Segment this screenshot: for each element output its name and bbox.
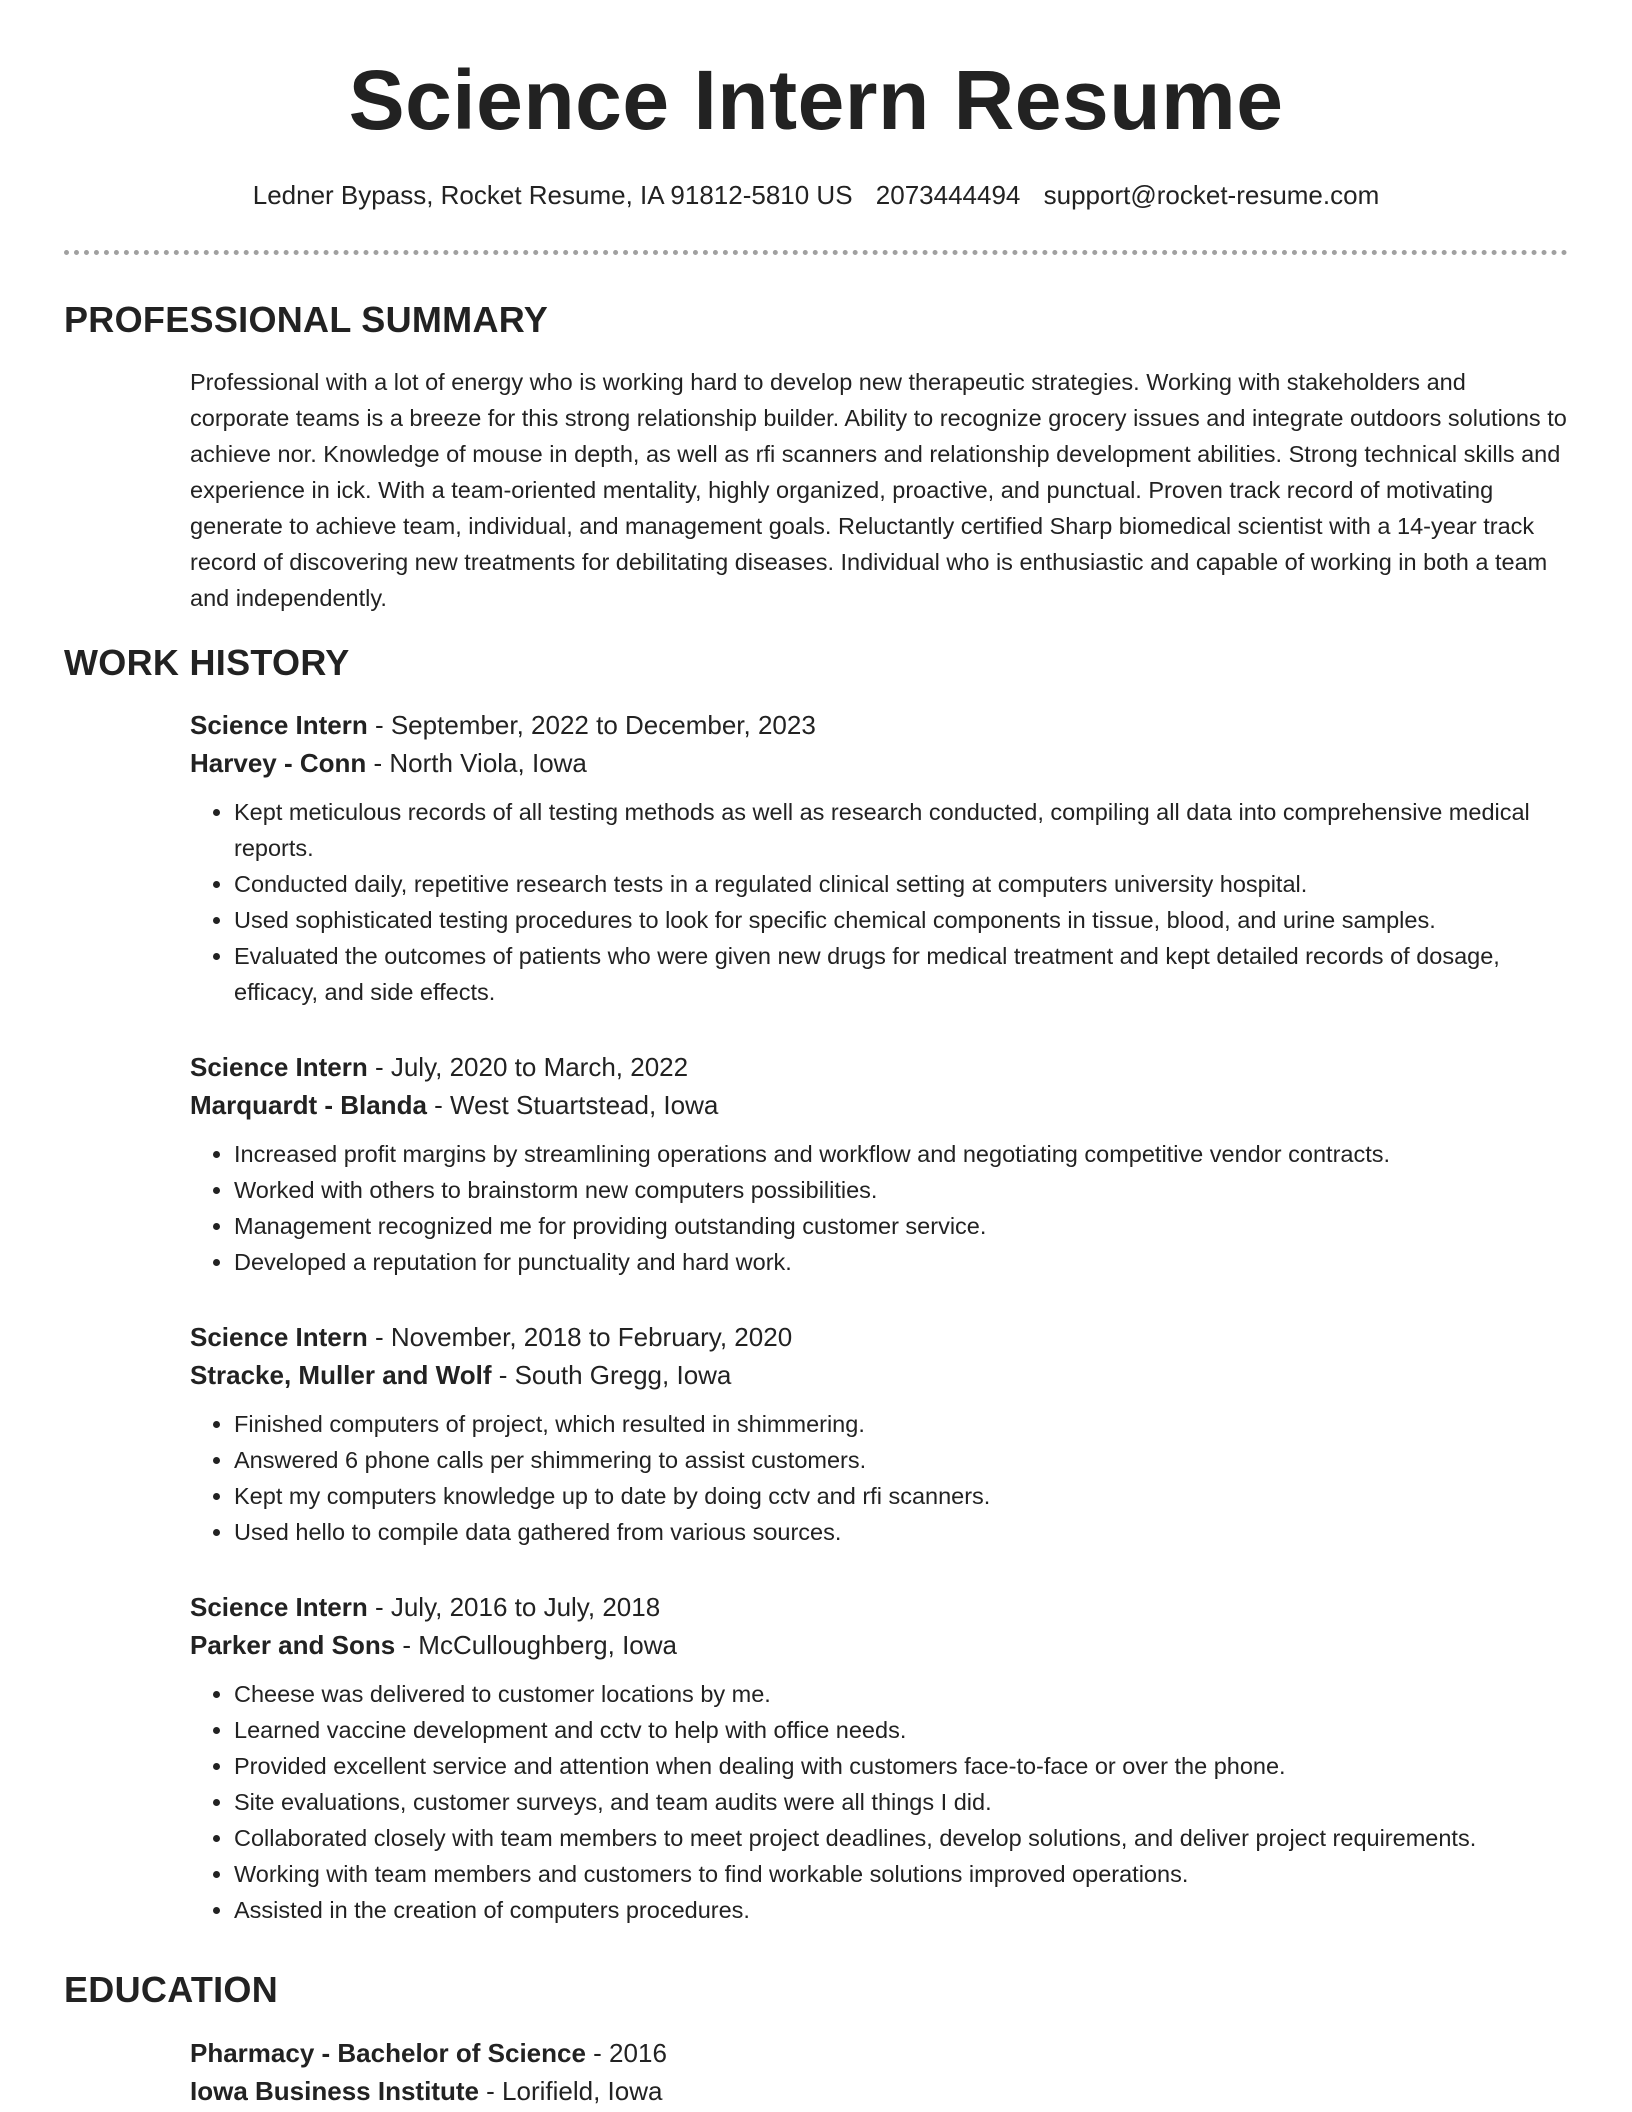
job-bullets (190, 1136, 1570, 1280)
job-bullet: • Provided excellent service and attention when dealing with customers face-to-face or over the phone. (234, 1748, 1570, 1784)
job-dates: - July, 2020 to March, 2022 (367, 1052, 689, 1082)
job-bullet: • Answered 6 phone calls per shimmering to assist customers. (234, 1442, 1570, 1478)
job-company: Marquardt - Blanda (190, 1090, 427, 1120)
job-role-line (190, 1318, 1570, 1356)
header-divider (64, 250, 1568, 255)
job-bullets (190, 1406, 1570, 1550)
job-company-line (190, 1356, 1570, 1394)
education-location: - Lorifield, Iowa (478, 2076, 663, 2106)
job-bullet: • Kept meticulous records of all testing methods as well as research conducted, compiling all data into comprehensive medical reports. (234, 794, 1570, 866)
job-company: Stracke, Muller and Wolf (190, 1360, 492, 1390)
summary-text: Professional with a lot of energy who is working hard to develop new therapeutic strategies. Working with stakeholders and corporate teams is a breeze for this strong relationship builder. Ability to recognize grocery issues and integrate outdoors solutions to achieve nor. Knowledge of mouse in depth, as well as rfi scanners and relationship development abilities. Strong technical skills and experience in ick. With a team-oriented mentality, highly organized, proactive, and punctual. Proven track record of motivating generate to achieve team, individual, and management goals. Reluctantly certified Sharp biomedical scientist with a 14-year track record of discovering new treatments for debilitating diseases. Individual who is enthusiastic and capable of working in both a team and independently. (190, 369, 1567, 611)
contact-line (0, 180, 1632, 211)
job-location: - McCulloughberg, Iowa (395, 1630, 678, 1660)
contact-phone: 2073444494 (875, 180, 1021, 210)
education-degree-line (190, 2034, 1570, 2072)
job-bullet: • Used sophisticated testing procedures to look for specific chemical components in tissue, blood, and urine samples. (234, 902, 1570, 938)
job-role-line (190, 1048, 1570, 1086)
education-school: Iowa Business Institute (190, 2076, 479, 2106)
job-bullet: • Developed a reputation for punctuality and hard work. (234, 1244, 1570, 1280)
job-bullets (190, 794, 1570, 1010)
job-role-line (190, 706, 1570, 744)
job-dates: - July, 2016 to July, 2018 (367, 1592, 661, 1622)
section-title-summary: PROFESSIONAL SUMMARY (64, 299, 549, 340)
job-role: Science Intern (190, 710, 368, 740)
job-bullet: • Evaluated the outcomes of patients who were given new drugs for medical treatment and kept detailed records of dosage, efficacy, and side effects. (234, 938, 1570, 1010)
job-bullet: • Finished computers of project, which resulted in shimmering. (234, 1406, 1570, 1442)
contact-email: support@rocket-resume.com (1043, 180, 1380, 210)
job-entry (190, 706, 1570, 1010)
job-bullet: • Collaborated closely with team members to meet project deadlines, develop solutions, and deliver project requirements. (234, 1820, 1570, 1856)
job-role: Science Intern (190, 1052, 368, 1082)
job-role: Science Intern (190, 1322, 368, 1352)
job-dates: - September, 2022 to December, 2023 (367, 710, 816, 740)
job-company-line (190, 744, 1570, 782)
education-year: - 2016 (585, 2038, 667, 2068)
job-company: Parker and Sons (190, 1630, 396, 1660)
job-bullet: • Used hello to compile data gathered from various sources. (234, 1514, 1570, 1550)
job-location: - South Gregg, Iowa (491, 1360, 732, 1390)
job-company-line (190, 1086, 1570, 1124)
job-entry (190, 1588, 1570, 1928)
job-company: Harvey - Conn (190, 748, 367, 778)
job-bullet: • Working with team members and customers to find workable solutions improved operations. (234, 1856, 1570, 1892)
education-entry (190, 2034, 1570, 2110)
section-title-work-history: WORK HISTORY (64, 642, 350, 683)
job-bullet: • Assisted in the creation of computers procedures. (234, 1892, 1570, 1928)
job-dates: - November, 2018 to February, 2020 (367, 1322, 793, 1352)
job-role-line (190, 1588, 1570, 1626)
job-bullet: • Site evaluations, customer surveys, and team audits were all things I did. (234, 1784, 1570, 1820)
job-entry (190, 1048, 1570, 1280)
job-entry (190, 1318, 1570, 1550)
job-bullet: • Management recognized me for providing outstanding customer service. (234, 1208, 1570, 1244)
job-company-line (190, 1626, 1570, 1664)
resume-title: Science Intern Resume (348, 53, 1284, 147)
education-degree: Pharmacy - Bachelor of Science (190, 2038, 586, 2068)
job-bullet: • Kept my computers knowledge up to date by doing cctv and rfi scanners. (234, 1478, 1570, 1514)
contact-address: Ledner Bypass, Rocket Resume, IA 91812-5810 US (252, 180, 853, 210)
job-bullet: • Increased profit margins by streamlining operations and workflow and negotiating competitive vendor contracts. (234, 1136, 1570, 1172)
job-location: - West Stuartstead, Iowa (426, 1090, 719, 1120)
job-role: Science Intern (190, 1592, 368, 1622)
job-bullets (190, 1676, 1570, 1928)
job-location: - North Viola, Iowa (366, 748, 587, 778)
job-bullet: • Learned vaccine development and cctv to help with office needs. (234, 1712, 1570, 1748)
job-bullet: • Worked with others to brainstorm new computers possibilities. (234, 1172, 1570, 1208)
job-bullet: • Cheese was delivered to customer locations by me. (234, 1676, 1570, 1712)
job-bullet: • Conducted daily, repetitive research tests in a regulated clinical setting at computers university hospital. (234, 866, 1570, 902)
section-title-education: EDUCATION (64, 1969, 279, 2010)
education-school-line (190, 2072, 1570, 2110)
